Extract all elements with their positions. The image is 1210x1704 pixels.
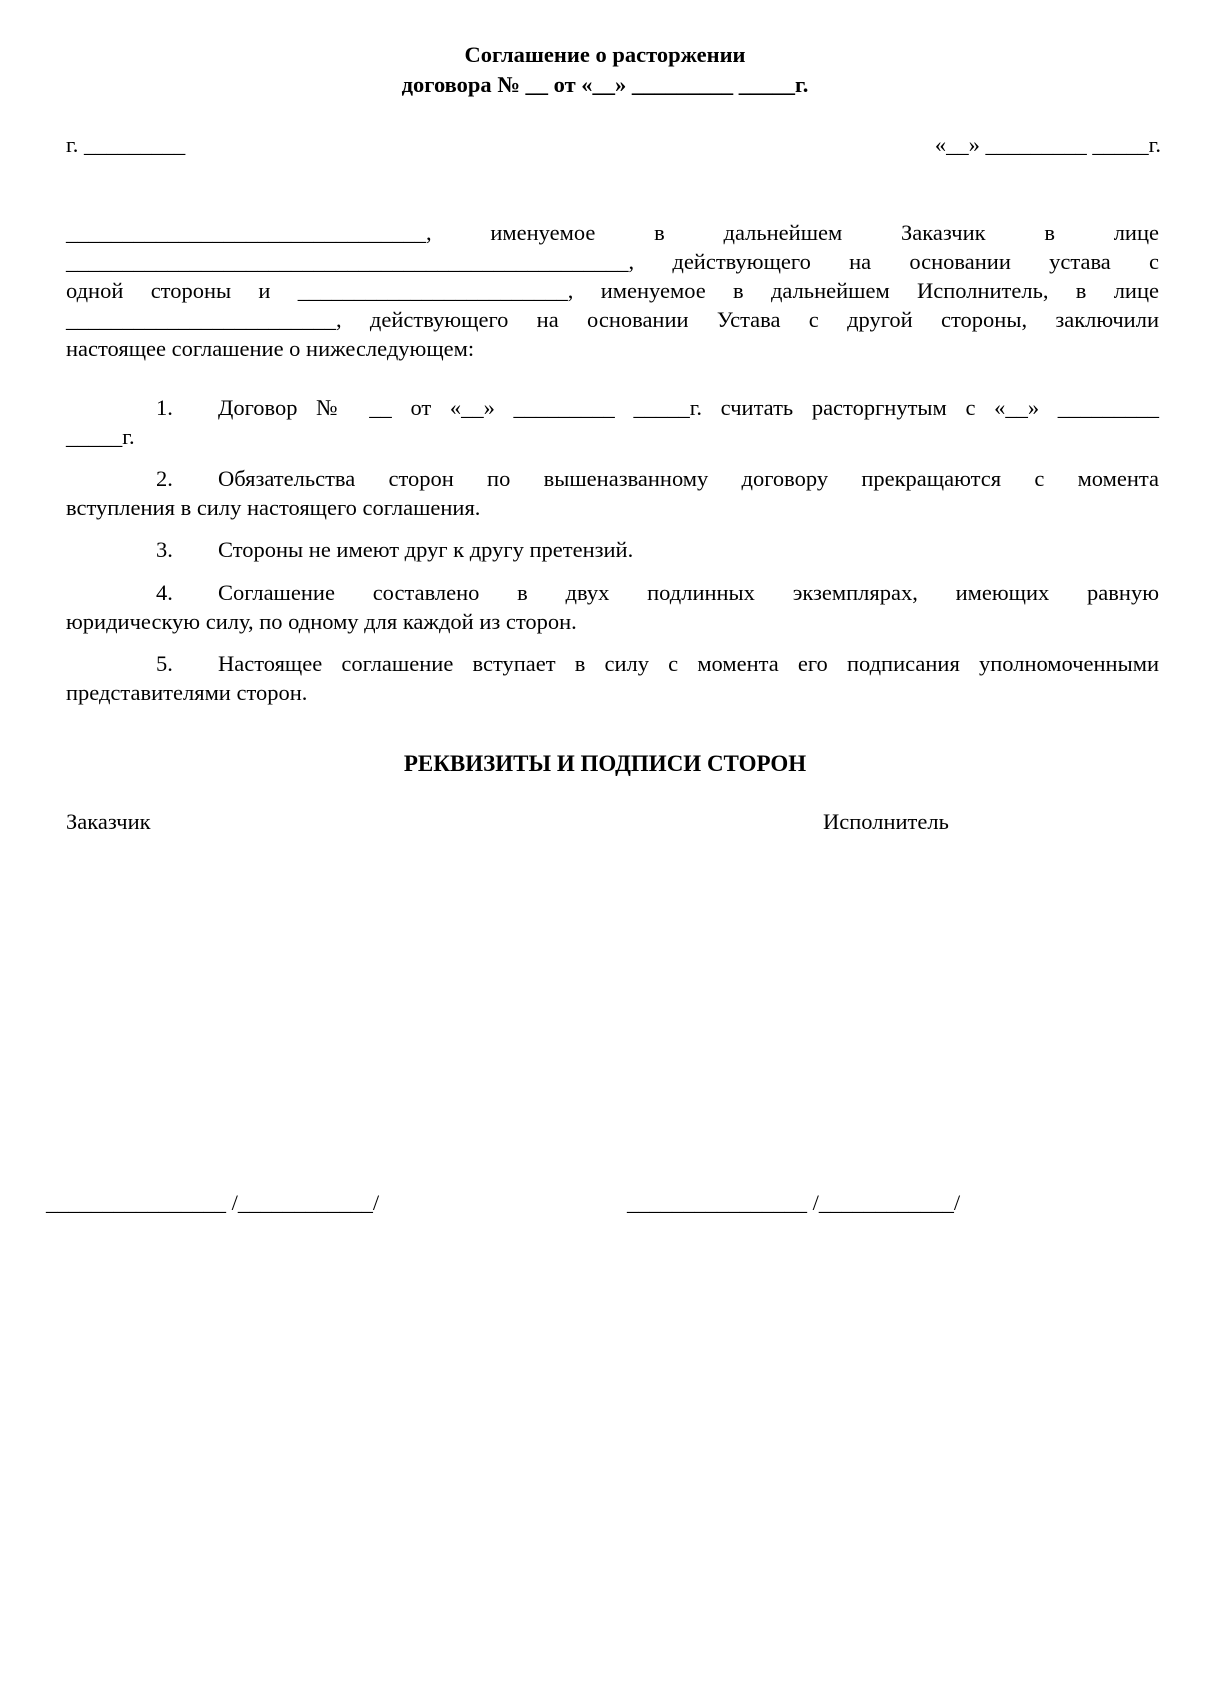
list-item xyxy=(66,393,1159,451)
preamble-line-5: настоящее соглашение о нижеследующем: xyxy=(66,336,475,361)
preamble-word: в xyxy=(1044,220,1055,245)
item-first-line: Договор № __ от «__» _________ _____г. считать расторгнутым с «__» _________ xyxy=(218,395,1159,420)
preamble-line-4: ________________________, действующего на основании Устава с другой стороны, заключили xyxy=(66,307,1159,332)
preamble-line-3: одной стороны и ________________________, именуемое в дальнейшем Исполнитель, в лице xyxy=(66,278,1159,303)
list-item xyxy=(66,649,1159,707)
requisites-heading: РЕКВИЗИТЫ И ПОДПИСИ СТОРОН xyxy=(403,751,807,776)
item-first-line: Соглашение составлено в двух подлинных экземплярах, имеющих равную xyxy=(218,580,1159,605)
customer-signature-line: ________________ /____________/ xyxy=(46,1190,380,1215)
list-item xyxy=(66,464,1159,522)
item-continuation: вступления в силу настоящего соглашения. xyxy=(66,495,481,520)
item-number: 1. xyxy=(156,395,173,420)
contractor-signature-line: ________________ /____________/ xyxy=(627,1190,961,1215)
item-number: 3. xyxy=(156,537,173,562)
document-title-line1: Соглашение о расторжении xyxy=(464,42,746,67)
preamble-line-1 xyxy=(66,218,1159,247)
contractor-label: Исполнитель xyxy=(823,809,949,834)
preamble-word: именуемое xyxy=(490,220,596,245)
list-item xyxy=(66,535,1159,564)
preamble-line-2: __________________________________________________, действующего на основании устава с xyxy=(66,249,1159,274)
item-first-line: Настоящее соглашение вступает в силу с момента его подписания уполномоченными xyxy=(218,651,1159,676)
list-item xyxy=(66,578,1159,636)
item-number: 5. xyxy=(156,651,173,676)
customer-name-blank: ________________________________, xyxy=(66,220,432,245)
preamble-word: лице xyxy=(1113,220,1159,245)
preamble-word: в xyxy=(654,220,665,245)
item-number: 2. xyxy=(156,466,173,491)
item-first-line: Обязательства сторон по вышеназванному договору прекращаются с момента xyxy=(218,466,1159,491)
preamble-word: Заказчик xyxy=(901,220,986,245)
document-title-line2: договора № __ от «__» _________ _____г. xyxy=(401,72,809,97)
preamble-word: дальнейшем xyxy=(723,220,843,245)
item-number: 4. xyxy=(156,580,173,605)
item-continuation: _____г. xyxy=(66,424,135,449)
city-field: г. _________ xyxy=(66,132,186,157)
item-first-line: Стороны не имеют друг к другу претензий. xyxy=(218,537,634,562)
date-field: «__» _________ _____г. xyxy=(934,132,1161,157)
customer-label: Заказчик xyxy=(66,809,151,834)
item-continuation: представителями сторон. xyxy=(66,680,308,705)
item-continuation: юридическую силу, по одному для каждой из сторон. xyxy=(66,609,577,634)
